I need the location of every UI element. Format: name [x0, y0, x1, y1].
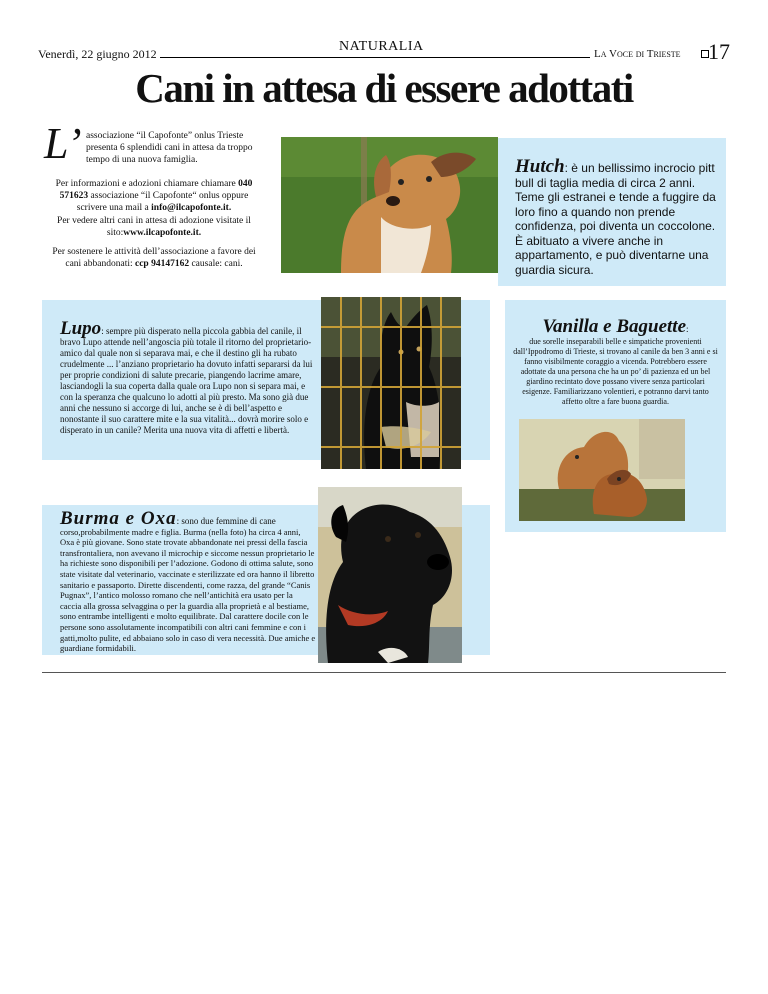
newspaper-name: La Voce di Trieste [594, 48, 681, 60]
vanilla-title [505, 316, 726, 338]
section-title: NATURALIA [335, 39, 428, 55]
donation-lead: Per sostenere le attività dell’associazione a favore dei cani abbandonati: [52, 247, 256, 269]
page-number: 17 [708, 39, 730, 64]
ccp-number: ccp 94147162 [135, 259, 190, 269]
website-lead: Per vedere altri cani in attesa di adozione visitate il sito: [57, 216, 251, 238]
burma-story [60, 508, 316, 654]
website-link[interactable]: www.ilcapofonte.it. [123, 228, 202, 238]
lupo-text: : sempre più disperato nella piccola gabbia del canile, il bravo Lupo attende nell’angoscia più totale il ritorno del proprietario-amico dal quale non si separava mai, e che il destino gli ha rubato crudelmente ... l’anziano proprietario ha dovuto infatti separarsi da lui per proprie condizioni di salute precarie, piangendo lacrime amare, lasciandogli la sua coperta dalla quale ora Lupo non si separa mai, e con la speranza che qualcuno lo adotti al più presto. Ma sono già due anni che nessuno si accorge di lui, anche se è di bell’aspetto e nonostante il suo carattere mite e la sua vitalità... dovrà morire solo e disperato in un canile? Merita una nuova vita di affetti e libertà. [60, 326, 313, 435]
header-rule [160, 57, 590, 58]
issue-date: Venerdì, 22 giugno 2012 [38, 47, 157, 61]
vanilla-colon: : [686, 324, 689, 334]
email-address[interactable]: info@ilcapofonte.it. [151, 203, 232, 213]
website-paragraph [44, 215, 264, 239]
burma-text-head: : sono due femmine di cane [176, 516, 276, 526]
burma-name: Burma e Oxa [60, 508, 177, 529]
hutch-photo [281, 137, 498, 273]
bottom-rule [42, 672, 726, 673]
contact-paragraph [44, 178, 264, 214]
burma-photo [318, 487, 462, 663]
intro-paragraph [86, 130, 266, 166]
lupo-name: Lupo [60, 318, 102, 339]
hutch-name: Hutch [515, 156, 565, 177]
vanilla-name: Vanilla e Baguette [542, 316, 687, 337]
drop-cap: L’ [44, 119, 82, 168]
vanilla-photo [519, 419, 685, 521]
hutch-story [515, 156, 718, 277]
hutch-text: : è un bellissimo incrocio pitt bull di taglia media di circa 2 anni. Teme gli estranei e tende a fuggire da loro fino a quando non prende confidenza, poi diventa un coccolone. È abituato a vivere anche in appartamento, e può diventarne una guardia sicura. [515, 161, 716, 277]
phone-number: 040 571623 [59, 179, 253, 201]
donation-tail: causale: cani. [191, 259, 243, 269]
lupo-photo [321, 297, 461, 469]
vanilla-story: due sorelle inseparabili belle e simpatiche provenienti dall’Ippodromo di Trieste, si trovano al canile da ben 3 anni e si fanno visibilmente coraggio a vicenda. Potrebbero essere adottate da una persona che ha un po’ di pazienza ed un bel giardino recintato dove possano vivere senza particolari esigenze. Familiarizzano volentieri, e potranno darvi tanto affetto oltre a fare buona guardia. [513, 337, 718, 406]
intro-text: associazione “il Capofonte” onlus Trieste presenta 6 splendidi cani in attesa da troppo tempo di una nuova famiglia. [86, 131, 253, 165]
lupo-story [60, 318, 318, 436]
headline: Cani in attesa di essere adottati [135, 65, 633, 111]
contact-mid: associazione “il Capofonte“ onlus oppure scrivere una mail a [76, 191, 249, 213]
contact-lead: Per informazioni e adozioni chiamare chiamare [55, 179, 236, 189]
burma-text: corso,probabilmente madre e figlia. Burma (nella foto) ha circa 4 anni, Oxa è più giovane. Sono state trovate abbandonate nei pressi della fascia transfrontaliera, non avevano il microchip e siccome nessun proprietario le ha richieste sono disponibili per l’adozione. Godono di ottima salute, sono state visitate dal veterinario, vaccinate e sterilizzate ed ora hanno il libretto sanitario e passaporto. Dirette discendenti, come razza, del grande “Canis Pugnax”, l’antico molosso romano che nell’antichità era usato per la caccia alla grossa selvaggina o per la guardia alla proprietà e al bestiame, sono entrambe intelligenti e molto equilibrate. Dal carattere docile con le persone sono assolutamente incompatibili con altri cani femmine e con i gatti,molto pulite, ed abbaiano solo in caso di vera necessità. Due amiche e guardiane formidabili. [60, 526, 316, 654]
donation-paragraph [44, 246, 264, 270]
